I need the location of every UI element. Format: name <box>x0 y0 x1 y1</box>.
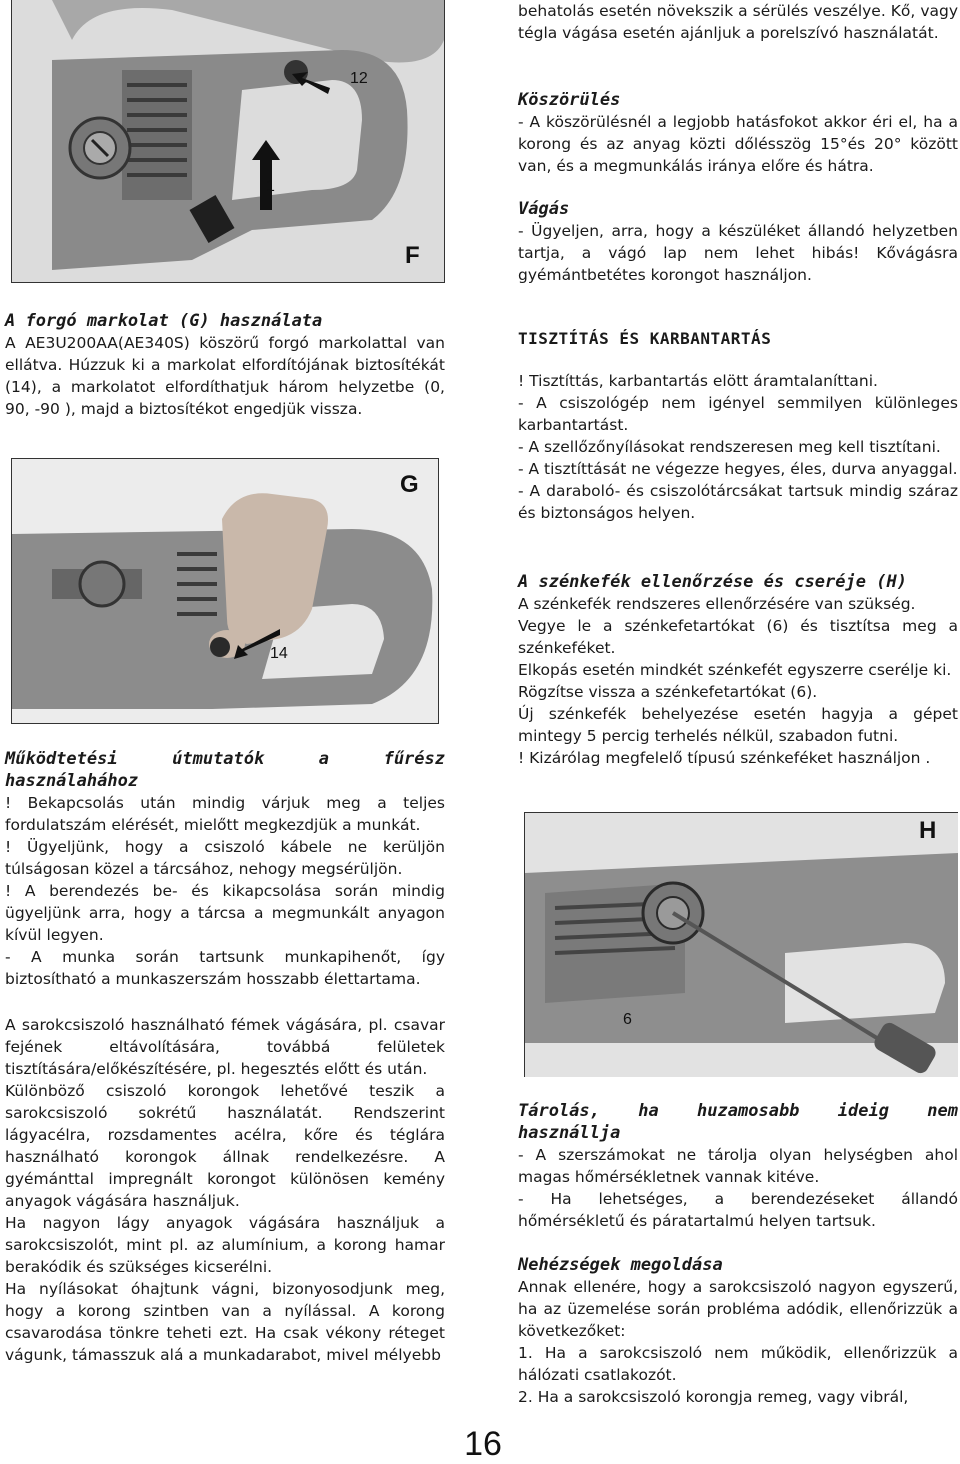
cleaning-item: - A szellőzőnyílásokat rendszeresen meg kell tisztítani. <box>518 438 941 456</box>
saw-instructions-item: ! Ügyeljünk, hogy a csiszoló kábele ne kerüljön túlságosan közel a tárcsához, nehogy megsérüljön. <box>5 838 445 878</box>
troubleshooting-intro: Annak ellenére, hogy a sarokcsiszoló nagyon egyszerű, ha az üzemelése során probléma adódik, ellenőrizzük a következőket: <box>518 1278 958 1340</box>
usage-paragraph: Ha nagyon lágy anyagok vágására használjuk a sarokcsiszolót, mint pl. az alumínium, a korong hamar berakódik és szükséges kicserélni. <box>5 1214 445 1276</box>
figure-h-callout-6: 6 <box>623 1011 632 1028</box>
figure-f-letter: F <box>405 242 420 269</box>
cutting-heading: Vágás <box>518 199 570 219</box>
usage-paragraph: Különböző csiszoló korongok lehetővé teszik a sarokcsiszoló sokrétű használatát. Rendszerint lágyacélra, rozsdamentes acélra, kőre és téglára használható korongok állnak rendelkezésre. A gyémánttal impregnált korongot különösen kemény anyagok vágására használjuk. <box>5 1082 445 1210</box>
saw-instructions-item: ! Bekapcsolás után mindig várjuk meg a teljes fordulatszám elérését, mielőtt megkezdjük a munkát. <box>5 794 445 834</box>
saw-instructions-item: - A munka során tartsunk munkapihenőt, így biztosítható a munkaszerszám hosszabb élettartama. <box>5 948 445 988</box>
brushes-line: Elkopás esetén mindkét szénkefét egyszerre cserélje ki. <box>518 661 952 679</box>
brushes-line: Vegye le a szénkefetartókat (6) és tisztítsa meg a szénkeféket. <box>518 617 958 657</box>
cleaning-section <box>518 328 958 524</box>
brushes-line: A szénkefék rendszeres ellenőrzésére van szükség. <box>518 595 916 613</box>
storage-heading: Tárolás, ha huzamosabb ideig nem használlja <box>518 1101 958 1143</box>
figure-g-illustration <box>12 459 438 723</box>
figure-f-illustration <box>12 0 444 282</box>
cutting-text: - Ügyeljen, arra, hogy a készüléket állandó helyzetben tartja, a vágó lap nem lehet hibás! Kővágásra gyémántbetétes korongot használjon. <box>518 222 958 284</box>
cleaning-item: - A csiszológép nem igényel semmilyen különleges karbantartást. <box>518 394 958 434</box>
figure-h-letter: H <box>919 817 937 844</box>
troubleshooting-section <box>518 1254 958 1408</box>
troubleshooting-item: 1. Ha a sarokcsiszoló nem működik, ellenőrizzük a hálózati csatlakozót. <box>518 1344 958 1384</box>
figure-h <box>524 812 958 1077</box>
figure-g <box>11 458 439 724</box>
troubleshooting-heading: Nehézségek megoldása <box>518 1255 723 1275</box>
cleaning-item: - A daraboló- és csiszolótárcsákat tartsuk mindig száraz és biztonságos helyen. <box>518 482 958 522</box>
right-intro <box>518 0 958 44</box>
figure-f-callout-1: 1 <box>266 178 275 195</box>
saw-instructions-section <box>5 748 445 990</box>
grinding-section <box>518 89 958 177</box>
brushes-line: ! Kizárólag megfelelő típusú szénkeféket használjon . <box>518 749 931 767</box>
rotating-handle-text: A AE3U200AA(AE340S) köszörű forgó markolattal van ellátva. Húzzuk ki a markolat elfordítójának biztosítékát (14), a markolatot elfordíthatjuk három helyzetbe (0, 90, -90 ), majd a biztosítékot engedjük vissza. <box>5 334 445 418</box>
usage-paragraph: Ha nyílásokat óhajtunk vágni, bizonyosodjunk meg, hogy a korong szintben van a nyílással. A korong csavarodása tönkre teheti ezt. Ha csak vékony réteget vágunk, támasszuk alá a munkadarabot, mivel mélyebb <box>5 1280 445 1364</box>
saw-instructions-heading: Működtetési útmutatók a fűrész használahához <box>5 749 445 791</box>
usage-paragraph: A sarokcsiszoló használható fémek vágására, pl. csavar fejének eltávolítására, továbbá felületek tisztítására/előkészítésére, pl. hegesztés előtt és után. <box>5 1016 445 1078</box>
brushes-heading: A szénkefék ellenőrzése és cseréje (H) <box>518 572 907 592</box>
troubleshooting-item: 2. Ha a sarokcsiszoló korongja remeg, vagy vibrál, <box>518 1388 909 1406</box>
figure-g-letter: G <box>400 471 419 498</box>
brushes-section <box>518 571 958 769</box>
grinding-heading: Köszörülés <box>518 90 621 110</box>
storage-section <box>518 1100 958 1232</box>
brushes-line: Rögzítse vissza a szénkefetartókat (6). <box>518 683 818 701</box>
page-number: 16 <box>464 1425 502 1463</box>
brushes-line: Új szénkefék behelyezése esetén hagyja a gépet mintegy 5 percig terhelés nélkül, szabadon futni. <box>518 705 958 745</box>
cutting-section <box>518 198 958 286</box>
grinding-text: - A köszörülésnél a legjobb hatásfokot akkor éri el, ha a korong és az anyag közti dőlésszög 15°és 20° között van, és a megmunkálás iránya előre és hátra. <box>518 113 958 175</box>
right-intro-text: behatolás esetén növekszik a sérülés veszélye. Kő, vagy tégla vágása esetén ajánljuk a porelszívó használatát. <box>518 2 958 42</box>
figure-g-callout-14: 14 <box>270 645 288 662</box>
usage-paragraphs <box>5 1014 445 1366</box>
cleaning-heading: TISZTÍTÁS ÉS KARBANTARTÁS <box>518 329 772 348</box>
figure-f <box>11 0 445 283</box>
figure-f-callout-12: 12 <box>350 70 368 87</box>
cleaning-item: ! Tisztíttás, karbantartás elött áramtalaníttani. <box>518 372 878 390</box>
storage-item: - A szerszámokat ne tárolja olyan helységben ahol magas hőmérsékletnek vannak kitéve. <box>518 1146 958 1186</box>
saw-instructions-item: ! A berendezés be- és kikapcsolása során mindig ügyeljünk arra, hogy a tárcsa a megmunkált anyagon kívül legyen. <box>5 882 445 944</box>
storage-item: - Ha lehetséges, a berendezéseket állandó hőmérsékletű és páratartalmú helyen tartsuk. <box>518 1190 958 1230</box>
rotating-handle-heading: A forgó markolat (G) használata <box>5 311 323 331</box>
figure-h-illustration <box>525 813 958 1077</box>
cleaning-item: - A tisztíttását ne végezze hegyes, éles, durva anyaggal. <box>518 460 958 478</box>
rotating-handle-section <box>5 310 445 420</box>
